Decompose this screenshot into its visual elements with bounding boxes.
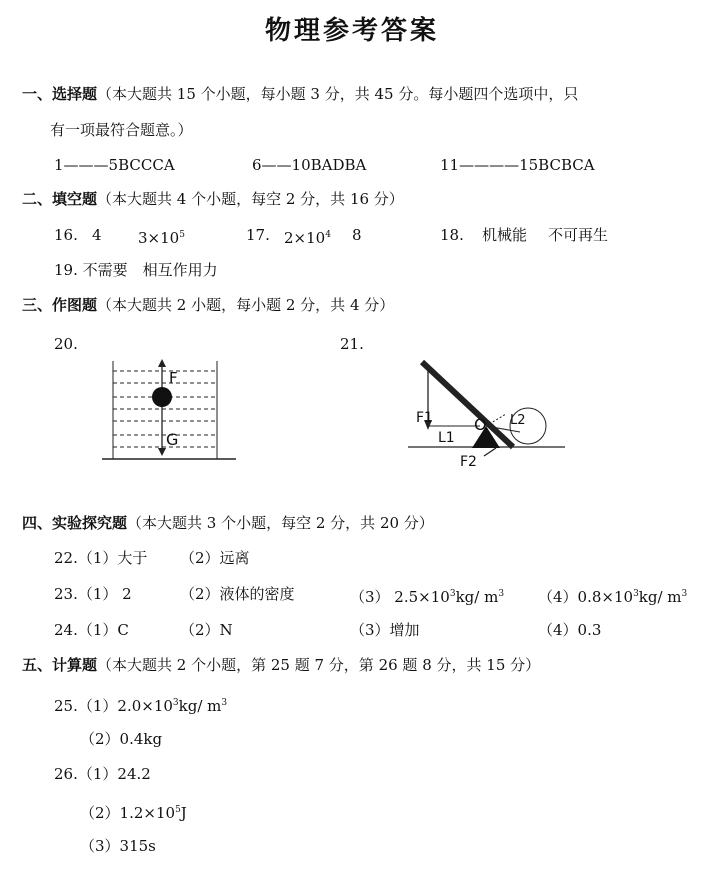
section-choice-note-cont: 有一项最符合题意。） — [50, 121, 193, 139]
q18-number: 18. — [440, 226, 464, 244]
label-o: O — [474, 415, 487, 434]
q17-answer-1: $2\times 10^4$ — [284, 229, 331, 247]
q23-answer-3: （3） $2.5\times 10^3kg/$ $m^3$ — [350, 588, 505, 606]
q19-answer: 19. 不需要 相互作用力 — [54, 261, 218, 279]
figure-buoyancy — [100, 355, 240, 467]
q17-number: 17. — [246, 226, 270, 244]
label-l1: L1 — [438, 430, 455, 446]
q17-answer-2: 8 — [352, 226, 362, 244]
section-choice-title: 一、选择题 — [22, 85, 98, 103]
q22-answer-1: 22.（1）大于 — [54, 549, 148, 567]
q25-answer-2: （2）0.4kg — [80, 730, 163, 748]
q24-answer-3: （3）增加 — [350, 621, 420, 639]
q21-number: 21. — [340, 335, 364, 353]
section-drawing-heading — [22, 295, 394, 315]
q18-answer-2: 不可再生 — [548, 226, 609, 244]
q23-answer-1: 23.（1） 2 — [54, 585, 132, 603]
section-experiment-title: 四、实验探究题 — [22, 514, 128, 532]
section-choice-note: （本大题共 15 个小题，每小题 3 分，共 45 分。每小题四个选项中，只 — [97, 85, 579, 103]
q26-answer-2: $(2)1.2\times 10^5J$ — [80, 804, 187, 822]
q18-answer-1: 机械能 — [482, 226, 528, 244]
force-label-g: G — [166, 430, 179, 449]
q26-answer-3: （3）315s — [80, 837, 156, 855]
answers-11-15: 11————15BCBCA — [440, 156, 595, 174]
answers-6-10: 6——10BADBA — [252, 156, 367, 174]
section-calc-note: （本大题共 2 个小题，第 25 题 7 分，第 26 题 8 分，共 15 分） — [97, 656, 541, 674]
q26-answer-1: 26.（1）24.2 — [54, 765, 151, 783]
q16-answer-1: 4 — [92, 226, 102, 244]
q24-answer-1: 24.（1）C — [54, 621, 129, 639]
q24-answer-2: （2）N — [180, 621, 233, 639]
answers-1-5: 1———5BCCCA — [54, 156, 175, 174]
label-f1: F1 — [416, 410, 433, 426]
section-choice-heading — [22, 84, 578, 104]
page-title: 物理参考答案 — [264, 16, 439, 46]
section-drawing-title: 三、作图题 — [22, 296, 98, 314]
q25-answer-1: $25.(1)2.0\times 10^3kg/$ $m^3$ — [54, 697, 228, 715]
section-fill-heading — [22, 189, 404, 209]
section-experiment-heading — [22, 513, 434, 533]
section-experiment-note: （本大题共 3 个小题，每空 2 分，共 20 分） — [127, 514, 434, 532]
section-calc-title: 五、计算题 — [22, 656, 98, 674]
q23-answer-2: （2）液体的密度 — [180, 585, 295, 603]
figure-lever — [400, 352, 570, 472]
q22-answer-2: （2）远离 — [180, 549, 250, 567]
label-l2: L2 — [510, 413, 526, 428]
section-calc-heading — [22, 655, 540, 675]
q16-answer-2: $3\times 10^5$ — [138, 229, 185, 247]
section-drawing-note: （本大题共 2 小题，每小题 2 分，共 4 分） — [97, 296, 395, 314]
label-f2: F2 — [460, 454, 477, 470]
section-fill-title: 二、填空题 — [22, 190, 98, 208]
q23-answer-4: $(4)0.8\times 10^3kg/$ $m^3$ — [538, 588, 688, 606]
force-label-f: F — [169, 369, 178, 387]
q16-number: 16. — [54, 226, 78, 244]
q24-answer-4: （4）0.3 — [538, 621, 602, 639]
q20-number: 20. — [54, 335, 78, 353]
section-fill-note: （本大题共 4 个小题，每空 2 分，共 16 分） — [97, 190, 404, 208]
